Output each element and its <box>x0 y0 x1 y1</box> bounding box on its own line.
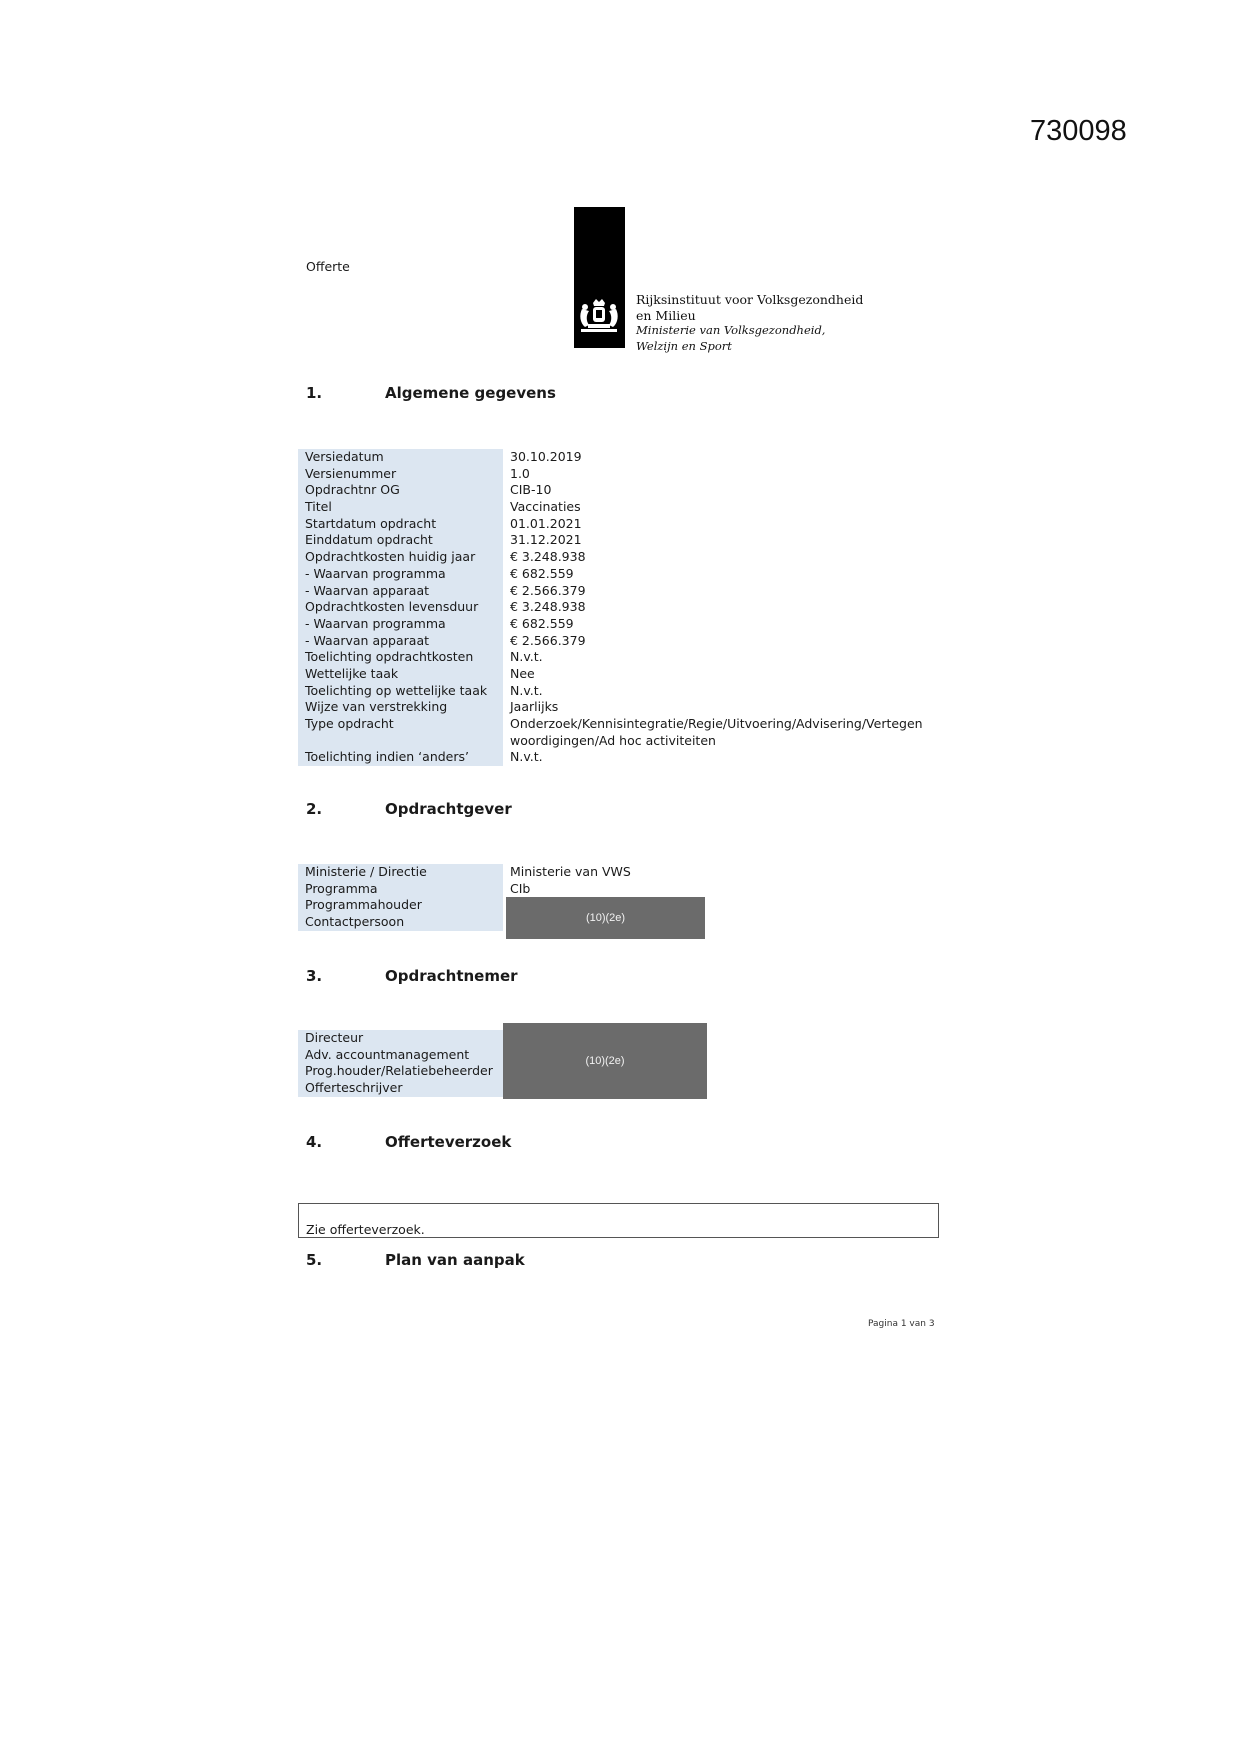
table-row <box>298 583 937 600</box>
row-value: € 682.559 <box>510 565 574 581</box>
table-row <box>298 482 937 499</box>
row-label: Adv. accountmanagement <box>298 1047 503 1064</box>
section-title: Opdrachtgever <box>385 800 512 818</box>
row-label: - Waarvan apparaat <box>298 633 503 650</box>
section-number: 5. <box>306 1251 323 1269</box>
row-value: Vaccinaties <box>510 499 581 515</box>
row-value: Jaarlijks <box>510 699 559 715</box>
table-row <box>298 666 937 683</box>
row-label: Versiedatum <box>298 449 503 466</box>
row-label: Toelichting op wettelijke taak <box>298 683 503 700</box>
row-label: Wettelijke taak <box>298 666 503 683</box>
row-label: Startdatum opdracht <box>298 516 503 533</box>
coat-of-arms-icon <box>576 297 622 341</box>
row-value: N.v.t. <box>510 649 543 665</box>
table-row <box>298 716 937 749</box>
table-row <box>298 1080 503 1097</box>
row-value: € 3.248.938 <box>510 549 586 565</box>
row-value: € 2.566.379 <box>510 582 586 598</box>
row-value: Onderzoek/Kennisintegratie/Regie/Uitvoering/Advisering/Vertegen woordigingen/Ad hoc activiteiten <box>510 716 923 748</box>
row-label: Opdrachtnr OG <box>298 482 503 499</box>
row-label: Type opdracht <box>298 716 503 749</box>
table-row <box>298 549 937 566</box>
row-label: - Waarvan apparaat <box>298 583 503 600</box>
quote-request-text: Zie offerteverzoek. <box>306 1222 425 1237</box>
row-value: Ministerie van VWS <box>510 864 631 879</box>
table-row <box>298 1030 503 1047</box>
row-label: Toelichting indien ‘anders’ <box>298 749 503 766</box>
org-line-2: en Milieu <box>636 307 696 323</box>
section-title: Algemene gegevens <box>385 384 556 402</box>
table-row <box>298 1047 503 1064</box>
section-number: 4. <box>306 1133 323 1151</box>
row-label: Prog.houder/Relatiebeheerder <box>298 1063 503 1080</box>
row-label: Offerteschrijver <box>298 1080 503 1097</box>
row-value: Nee <box>510 665 535 681</box>
row-value: € 682.559 <box>510 615 574 631</box>
section-title: Plan van aanpak <box>385 1251 525 1269</box>
contractor-table <box>298 1030 503 1097</box>
table-row <box>298 466 937 483</box>
section-title: Opdrachtnemer <box>385 967 518 985</box>
ministry-line-2: Welzijn en Sport <box>636 338 732 353</box>
table-row <box>298 699 937 716</box>
row-label: - Waarvan programma <box>298 616 503 633</box>
table-row <box>298 499 937 516</box>
table-row <box>298 649 937 666</box>
row-value: N.v.t. <box>510 682 543 698</box>
table-row <box>298 683 937 700</box>
row-label: Contactpersoon <box>298 914 503 931</box>
row-label: Versienummer <box>298 466 503 483</box>
redaction-block: (10)(2e) <box>506 897 705 939</box>
table-row <box>298 599 937 616</box>
table-row <box>298 864 638 881</box>
section-number: 1. <box>306 384 323 402</box>
row-label: Wijze van verstrekking <box>298 699 503 716</box>
row-value: 01.01.2021 <box>510 515 582 531</box>
document-number: 730098 <box>1030 115 1127 147</box>
table-row <box>298 516 937 533</box>
row-label: Einddatum opdracht <box>298 532 503 549</box>
ministry-line-1: Ministerie van Volksgezondheid, <box>636 323 826 337</box>
quote-request-box <box>298 1203 939 1238</box>
row-value: 1.0 <box>510 465 530 481</box>
row-label: Opdrachtkosten huidig jaar <box>298 549 503 566</box>
section-number: 3. <box>306 967 323 985</box>
row-label: Directeur <box>298 1030 503 1047</box>
table-row <box>298 881 638 898</box>
org-line-1: Rijksinstituut voor Volksgezondheid <box>636 292 864 307</box>
table-row <box>298 449 937 466</box>
table-row <box>298 1063 503 1080</box>
general-data-table <box>298 449 937 766</box>
row-value: N.v.t. <box>510 749 543 765</box>
redaction-block: (10)(2e) <box>503 1023 707 1099</box>
row-label: Ministerie / Directie <box>298 864 503 881</box>
row-label: Titel <box>298 499 503 516</box>
row-value: CIb <box>510 880 531 896</box>
row-value: 31.12.2021 <box>510 532 582 548</box>
table-row <box>298 633 937 650</box>
organisation-name <box>636 292 863 354</box>
row-value: € 3.248.938 <box>510 599 586 615</box>
row-label: Programmahouder <box>298 897 503 914</box>
document-type: Offerte <box>306 259 350 274</box>
row-label: - Waarvan programma <box>298 566 503 583</box>
page-number: Pagina 1 van 3 <box>868 1319 935 1329</box>
row-label: Programma <box>298 881 503 898</box>
row-label: Toelichting opdrachtkosten <box>298 649 503 666</box>
section-title: Offerteverzoek <box>385 1133 512 1151</box>
row-value: € 2.566.379 <box>510 632 586 648</box>
row-value: 30.10.2019 <box>510 449 582 464</box>
rijksoverheid-logo <box>574 207 625 348</box>
table-row <box>298 532 937 549</box>
table-row <box>298 749 937 766</box>
table-row <box>298 566 937 583</box>
row-value: CIB-10 <box>510 482 552 498</box>
row-label: Opdrachtkosten levensduur <box>298 599 503 616</box>
section-number: 2. <box>306 800 323 818</box>
table-row <box>298 616 937 633</box>
